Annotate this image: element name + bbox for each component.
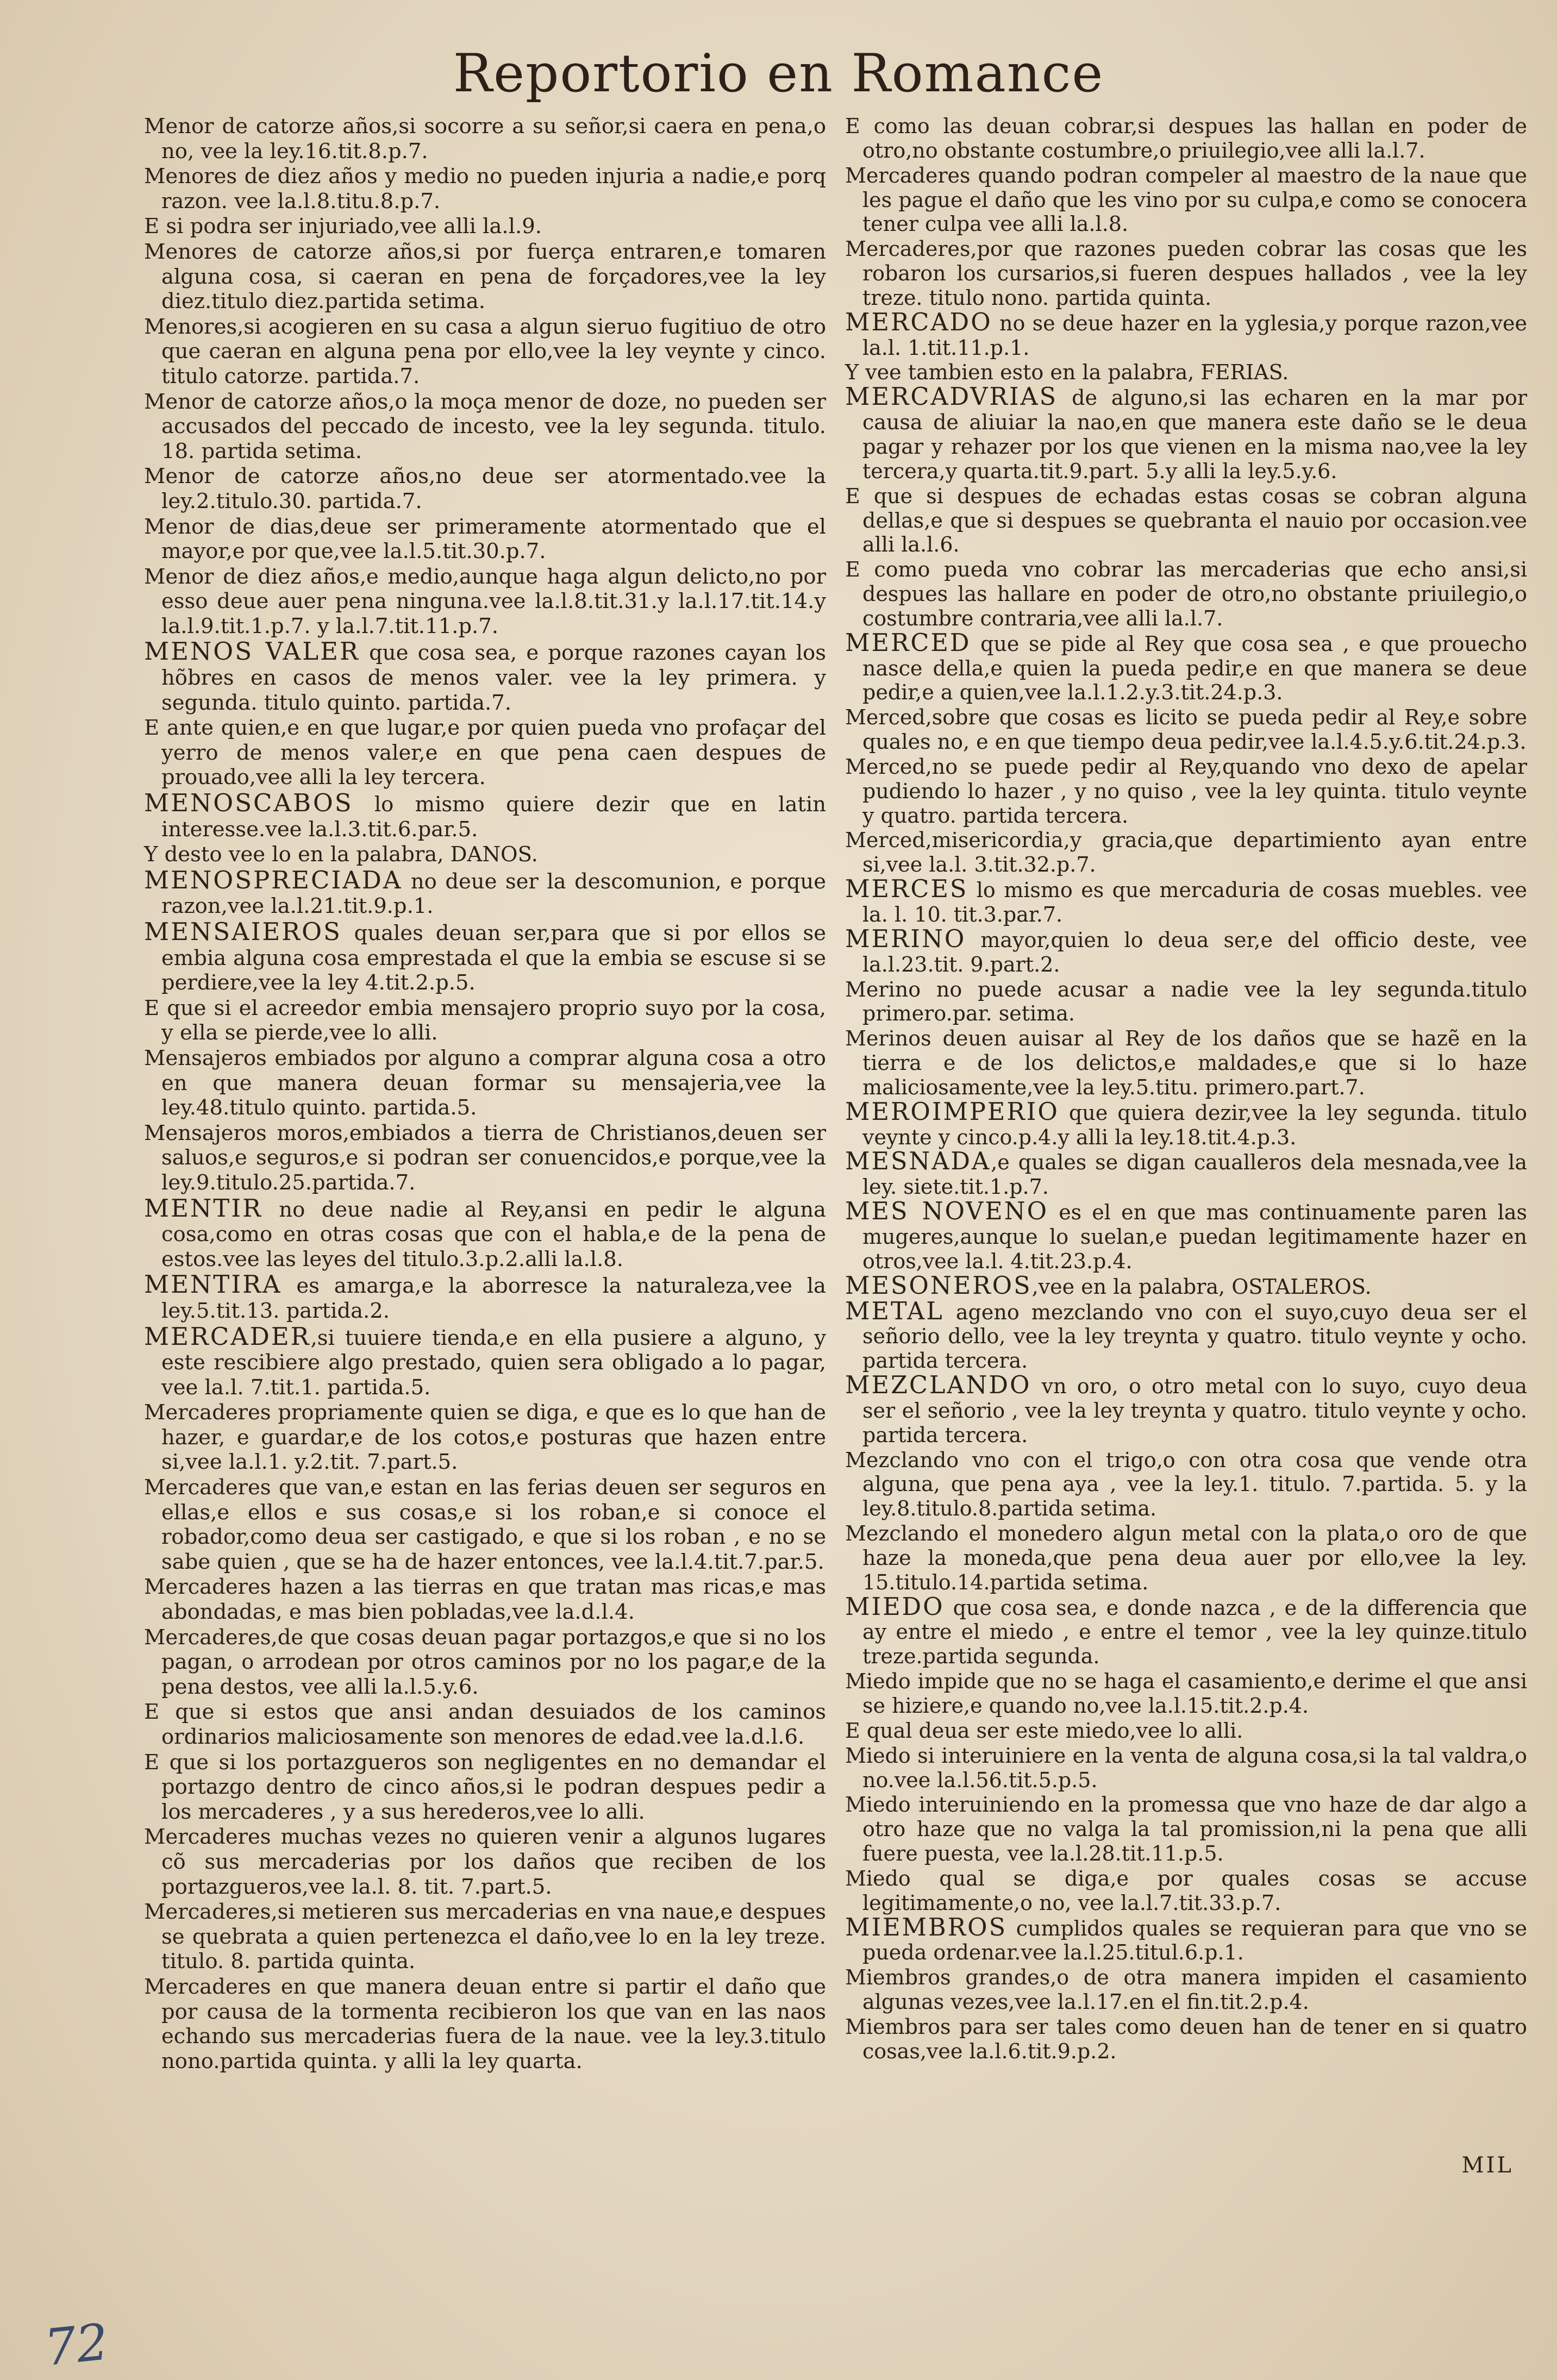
index-entry xyxy=(144,1321,826,1400)
index-entry xyxy=(845,1371,1527,1448)
index-entry xyxy=(845,1669,1527,1718)
entry-text: de alguno,si las echaren en la mar por causa de aliuiar la nao,en que manera este daño se le deua pagar y rehazer por los que vienen en la misma nao,vee la ley tercera,y quarta.tit.9.part. 5.y alli la ley.5.y.6. xyxy=(862,386,1527,483)
index-entry xyxy=(144,390,826,464)
entry-text: ,vee en la palabra, OSTALEROS. xyxy=(1031,1274,1372,1299)
entry-headword: MENOSCABOS xyxy=(144,788,353,818)
entry-text: cumplidos quales se requieran para que vno se pueda ordenar.vee la.l.25.titul.6.p.1. xyxy=(862,1916,1527,1965)
entry-headword: MIEMBROS xyxy=(845,1913,1008,1941)
index-entry xyxy=(845,978,1527,1026)
entry-text: quales deuan ser,para que si por ellos se embia alguna cosa emprestada el que la embia se escuse si se perdiere,vee la ley 4.tit.2.p.5. xyxy=(161,921,826,995)
index-entry xyxy=(845,755,1527,828)
index-entry xyxy=(845,308,1527,360)
entry-headword: MIEDO xyxy=(845,1593,945,1621)
entry-headword: METAL xyxy=(845,1297,944,1325)
entry-text: Y vee tambien esto en la palabra, FERIAS. xyxy=(845,360,1289,385)
index-entry xyxy=(845,237,1527,310)
index-entry xyxy=(144,464,826,513)
entry-text: es amarga,e la aborresce la naturaleza,vee la ley.5.tit.13. partida.2. xyxy=(161,1274,826,1323)
entry-text: E ante quien,e en que lugar,e por quien pueda vno profaçar del yerro de menos valer,e en que pena caen despues de prouado,vee alli la ley tercera. xyxy=(144,716,826,790)
index-entry xyxy=(845,1026,1527,1100)
index-entry xyxy=(144,1750,826,1825)
handwritten-folio-number: 72 xyxy=(41,2313,111,2377)
index-entry xyxy=(144,788,826,842)
index-entry xyxy=(845,484,1527,558)
entry-text: que cosa sea, e donde nazca , e de la differencia que ay entre el miedo , e entre el temor , vee la ley quinze.titulo treze.partida segunda. xyxy=(862,1595,1527,1669)
index-entry xyxy=(845,631,1527,705)
index-entry xyxy=(845,385,1527,483)
entry-text: Menores de diez años y medio no pueden injuria a nadie,e porq razon. vee la.l.8.titu.8.p.7. xyxy=(144,164,826,214)
entry-text: Menor de catorze años,o la moça menor de doze, no pueden ser accusados del peccado de incesto, vee la ley segunda. titulo. 18. partida setima. xyxy=(144,389,826,464)
index-entry xyxy=(144,1272,826,1323)
index-entry xyxy=(144,1121,826,1195)
entry-text: Miembros para ser tales como deuen han de tener en si quatro cosas,vee la.l.6.tit.9.p.2. xyxy=(845,2014,1527,2063)
index-entry xyxy=(144,315,826,389)
entry-text: Mercaderes,si metieren sus mercaderias en vna naue,e despues se quebrata a quien pertenezca el daño,vee lo en la ley treze. titulo. 8. partida quinta. xyxy=(144,1900,826,1974)
index-entry xyxy=(845,1719,1527,1743)
entry-text: E que si los portazgueros son negligentes en no demandar el portazgo dentro de cinco años,si le podran despues pedir a los mercaderes , y a sus herederos,vee lo alli. xyxy=(144,1750,826,1824)
index-entry xyxy=(845,1965,1527,2014)
entry-text: Mercaderes muchas vezes no quieren venir a algunos lugares cõ sus mercaderias por los daños que reciben de los portazgueros,vee la.l. 8. tit. 7.part.5. xyxy=(144,1825,826,1899)
index-entry xyxy=(144,1900,826,1974)
entry-text: Mercaderes propriamente quien se diga, e que es lo que han de hazer, e guardar,e de los cotos,e posturas que hazen entre si,vee la.l.1. y.2.tit. 7.part.5. xyxy=(144,1400,826,1475)
entry-text: Menores,si acogieren en su casa a algun sieruo fugitiuo de otro que caeran en alguna pena por ello,vee la ley veynte y cinco. titulo catorze. partida.7. xyxy=(144,314,826,389)
entry-text: Menor de catorze años,si socorre a su señor,si caera en pena,o no, vee la ley.16.tit.8.p.7. xyxy=(144,114,826,164)
index-entry xyxy=(845,828,1527,877)
entry-headword: MESNADA xyxy=(845,1148,991,1176)
entry-headword: MESONEROS xyxy=(845,1272,1032,1300)
entry-text: E qual deua ser este miedo,vee lo alli. xyxy=(845,1718,1243,1743)
entry-text: Mercaderes en que manera deuan entre si partir el daño que por causa de la tormenta recibieron los que van en las naos echando sus mercaderias fuera de la naue. vee la ley.3.titulo nono.partida quinta. y alli la ley quarta. xyxy=(144,1974,826,2074)
entry-text: Mensajeros moros,embiados a tierra de Christianos,deuen ser saluos,e seguros,e si podran ser conuencidos,e porque,vee la ley.9.titulo.25.partida.7. xyxy=(144,1120,826,1195)
index-entry xyxy=(144,1625,826,1700)
entry-text: Merced,misericordia,y gracia,que departimiento ayan entre si,vee la.l. 3.tit.32.p.7. xyxy=(845,828,1527,877)
entry-text: Mercaderes hazen a las tierras en que tratan mas ricas,e mas abondadas, e mas bien pobladas,vee la.d.l.4. xyxy=(144,1575,826,1625)
entry-text: Mezclando el monedero algun metal con la plata,o oro de que haze la moneda,que pena deua auer por ello,vee la ley. 15.titulo.14.partida setima. xyxy=(845,1521,1527,1594)
entry-text: Miedo si interuiniere en la venta de alguna cosa,si la tal valdra,o no.vee la.l.56.tit.5.p.5. xyxy=(845,1743,1527,1792)
entry-text: ageno mezclando vno con el suyo,cuyo deua ser el señorio dello, vee la ley treynta y quatro. titulo veynte y ocho. partida tercera. xyxy=(862,1300,1527,1373)
catchword: MIL xyxy=(1461,2153,1514,2178)
index-entry xyxy=(144,842,826,867)
entry-text: Miedo qual se diga,e por quales cosas se accuse legitimamente,o no, vee la.l.7.tit.33.p.7. xyxy=(845,1866,1527,1915)
entry-text: es el en que mas continuamente paren las mugeres,aunque lo suelan,e puedan legitimamente hazer en otros,vee la.l. 4.tit.23.p.4. xyxy=(862,1200,1527,1273)
entry-headword: MENOSPRECIADA xyxy=(144,865,403,894)
entry-headword: MERCADVRIAS xyxy=(845,383,1058,411)
entry-text: Mezclando vno con el trigo,o con otra cosa que vende otra alguna, que pena aya , vee la ley.1. titulo. 7.partida. 5. y la ley.8.titulo.8.partida setima. xyxy=(845,1448,1527,1521)
index-entry xyxy=(845,2015,1527,2064)
index-entry xyxy=(144,1046,826,1120)
entry-text: Merced,no se puede pedir al Rey,quando vno dexo de apelar pudiendo lo hazer , y no quiso , vee la ley quinta. titulo veynte y quatro. partida tercera. xyxy=(845,754,1527,828)
entry-text: no se deue hazer en la yglesia,y porque razon,vee la.l. 1.tit.11.p.1. xyxy=(862,311,1527,360)
entry-text: no deue nadie al Rey,ansi en pedir le alguna cosa,como en otras cosas que con el habla,e de la pena de estos.vee las leyes del titulo.3.p.2.alli la.l.8. xyxy=(161,1197,826,1272)
entry-headword: MERINO xyxy=(845,925,966,953)
entry-text: lo mismo quiere dezir que en latin interesse.vee la.l.3.tit.6.par.5. xyxy=(161,792,826,842)
index-entry xyxy=(144,1575,826,1624)
index-entry xyxy=(144,919,826,995)
index-entry xyxy=(845,1744,1527,1793)
index-entry xyxy=(845,1448,1527,1521)
index-entry xyxy=(845,1867,1527,1915)
index-entry xyxy=(144,1475,826,1574)
entry-text: que se pide al Rey que cosa sea , e que prouecho nasce della,e quien la pueda pedir,e en que manera se deue pedir,e a quien,vee la.l.1.2.y.3.tit.24.p.3. xyxy=(862,631,1527,705)
entry-text: Menor de catorze años,no deue ser atormentado.vee la ley.2.titulo.30. partida.7. xyxy=(144,464,826,513)
entry-text: E como las deuan cobrar,si despues las hallan en poder de otro,no obstante costumbre,o priuilegio,vee alli la.l.7. xyxy=(845,114,1527,162)
index-entry xyxy=(845,1913,1527,1965)
index-entry xyxy=(144,1400,826,1475)
index-entry xyxy=(845,1595,1527,1669)
entry-text: Mercaderes que van,e estan en las ferias deuen ser seguros en ellas,e ellos e sus cosas,e si los roban,e si conoce el robador,como deua ser castigado, e que si los roban , e no se sabe quien , que se ha de hazer entonces, vee la.l.4.tit.7.par.5. xyxy=(144,1475,826,1574)
entry-text: Mercaderes,por que razones pueden cobrar las cosas que les robaron los cursarios,si fueren despues hallados , vee la ley treze. titulo nono. partida quinta. xyxy=(845,237,1527,310)
index-entry xyxy=(845,558,1527,631)
index-entry xyxy=(144,716,826,790)
index-entry xyxy=(845,875,1527,927)
entry-text: que cosa sea, e porque razones cayan los hõbres en casos de menos valer. vee la ley primera. y segunda. titulo quinto. partida.7. xyxy=(161,641,826,715)
index-entry xyxy=(144,1193,826,1272)
index-entry xyxy=(845,1100,1527,1150)
index-entry xyxy=(144,515,826,564)
index-entry xyxy=(845,1297,1527,1374)
page-title: Reportorio en Romance xyxy=(453,43,1104,104)
entry-text: no deue ser la descomunion, e porque razon,vee la.l.21.tit.9.p.1. xyxy=(161,869,826,919)
entry-text: ,e quales se digan caualleros dela mesnada,vee la ley. siete.tit.1.p.7. xyxy=(862,1150,1527,1199)
entry-text: que quiera dezir,vee la ley segunda. titulo veynte y cinco.p.4.y alli la ley.18.tit.4.p.3. xyxy=(862,1100,1527,1149)
entry-text: Mercaderes quando podran compeler al maestro de la naue que les pague el daño que les vino por su culpa,e como se conocera tener culpa vee alli la.l.8. xyxy=(845,163,1527,236)
right-column xyxy=(845,114,1527,2064)
entry-text: Menor de diez años,e medio,aunque haga algun delicto,no por esso deue auer pena ninguna.vee la.l.8.tit.31.y la.l.17.tit.14.y la.l.9.tit.1.p.7. y la.l.7.tit.11.p.7. xyxy=(144,564,826,638)
entry-text: E que si el acreedor embia mensajero proprio suyo por la cosa, y ella se pierde,vee lo alli. xyxy=(144,995,826,1045)
entry-text: ,si tuuiere tienda,e en ella pusiere a alguno, y este rescibiere algo prestado, quien sera obligado a lo pagar, vee la.l. 7.tit.1. partida.5. xyxy=(161,1325,826,1400)
index-entry xyxy=(144,114,826,164)
index-entry xyxy=(144,1975,826,2074)
index-entry xyxy=(845,705,1527,754)
index-entry xyxy=(144,639,826,715)
entry-text: E si podra ser injuriado,vee alli la.l.9. xyxy=(144,214,542,239)
entry-text: mayor,quien lo deua ser,e del officio deste, vee la.l.23.tit. 9.part.2. xyxy=(862,928,1527,976)
index-entry xyxy=(144,1825,826,1899)
entry-headword: MENTIRA xyxy=(144,1270,282,1299)
entry-text: Y desto vee lo en la palabra, DANOS. xyxy=(144,842,538,867)
index-entry xyxy=(845,1150,1527,1199)
entry-headword: MEZCLANDO xyxy=(845,1371,1031,1400)
index-entry xyxy=(144,996,826,1045)
entry-text: Miedo interuiniendo en la promessa que vno haze de dar algo a otro haze que no valga la tal promission,ni la pena que alli fuere puesta, vee la.l.28.tit.11.p.5. xyxy=(845,1793,1527,1866)
entry-headword: MERCADO xyxy=(845,308,992,336)
index-entry xyxy=(144,214,826,239)
entry-headword: MERCES xyxy=(845,875,968,904)
entry-headword: MENOS VALER xyxy=(144,637,360,666)
entry-headword: MES NOVENO xyxy=(845,1198,1049,1226)
entry-text: Merino no puede acusar a nadie vee la ley segunda.titulo primero.par. setima. xyxy=(845,977,1527,1026)
index-entry xyxy=(845,114,1527,163)
index-entry xyxy=(845,1521,1527,1595)
index-entry xyxy=(845,925,1527,977)
index-entry xyxy=(144,565,826,639)
entry-headword: MEROIMPERIO xyxy=(845,1098,1059,1126)
left-column xyxy=(144,114,826,2074)
entry-text: Menores de catorze años,si por fuerça entraren,e tomaren alguna cosa, si caeran en pena de forçadores,vee la ley diez.titulo diez.partida setima. xyxy=(144,239,826,314)
entry-headword: MENSAIEROS xyxy=(144,917,342,946)
entry-text: E que si estos que ansi andan desuiados de los caminos ordinarios maliciosamente son menores de edad.vee la.d.l.6. xyxy=(144,1700,826,1749)
entry-text: Merinos deuen auisar al Rey de los daños que se hazẽ en la tierra e de los delictos,e maldades,e que si lo haze maliciosamente,vee la ley.5.titu. primero.part.7. xyxy=(845,1026,1527,1099)
entry-text: Miembros grandes,o de otra manera impiden el casamiento algunas vezes,vee la.l.17.en el fin.tit.2.p.4. xyxy=(845,1965,1527,2014)
index-entry xyxy=(144,865,826,919)
index-entry xyxy=(845,1274,1527,1299)
index-entry xyxy=(845,1200,1527,1274)
entry-headword: MERCED xyxy=(845,629,971,657)
index-entry xyxy=(845,164,1527,237)
entry-text: E como pueda vno cobrar las mercaderias que echo ansi,si despues las hallare en poder de otro,no obstante priuilegio,o costumbre contraria,vee alli la.l.7. xyxy=(845,558,1527,630)
entry-headword: MENTIR xyxy=(144,1193,262,1223)
entry-text: vn oro, o otro metal con lo suyo, cuyo deua ser el señorio , vee la ley treynta y quatro. titulo veynte y ocho. partida tercera. xyxy=(862,1374,1527,1447)
entry-text: Mercaderes,de que cosas deuan pagar portazgos,e que si no los pagan, o arrodean por otros caminos por no los pagar,e de la pena destos, vee alli la.l.5.y.6. xyxy=(144,1625,826,1699)
entry-text: Miedo impide que no se haga el casamiento,e derime el que ansi se hiziere,e quando no,vee la.l.15.tit.2.p.4. xyxy=(845,1669,1527,1718)
index-entry xyxy=(144,164,826,214)
entry-text: Mensajeros embiados por alguno a comprar alguna cosa a otro en que manera deuan formar su mensajeria,vee la ley.48.titulo quinto. partida.5. xyxy=(144,1045,826,1120)
index-entry xyxy=(144,1700,826,1749)
index-entry xyxy=(845,360,1527,385)
entry-text: Menor de dias,deue ser primeramente atormentado que el mayor,e por que,vee la.l.5.tit.30.p.7. xyxy=(144,514,826,564)
entry-headword: MERCADER xyxy=(144,1321,311,1351)
entry-text: E que si despues de echadas estas cosas se cobran alguna dellas,e que si despues se quebranta el nauio por occasion.vee alli la.l.6. xyxy=(845,484,1527,557)
index-entry xyxy=(845,1793,1527,1866)
entry-text: lo mismo es que mercaduria de cosas muebles. vee la. l. 10. tit.3.par.7. xyxy=(862,878,1527,926)
index-entry xyxy=(144,240,826,314)
entry-text: Merced,sobre que cosas es licito se pueda pedir al Rey,e sobre quales no, e en que tiempo deua pedir,vee la.l.4.5.y.6.tit.24.p.3. xyxy=(845,705,1527,754)
